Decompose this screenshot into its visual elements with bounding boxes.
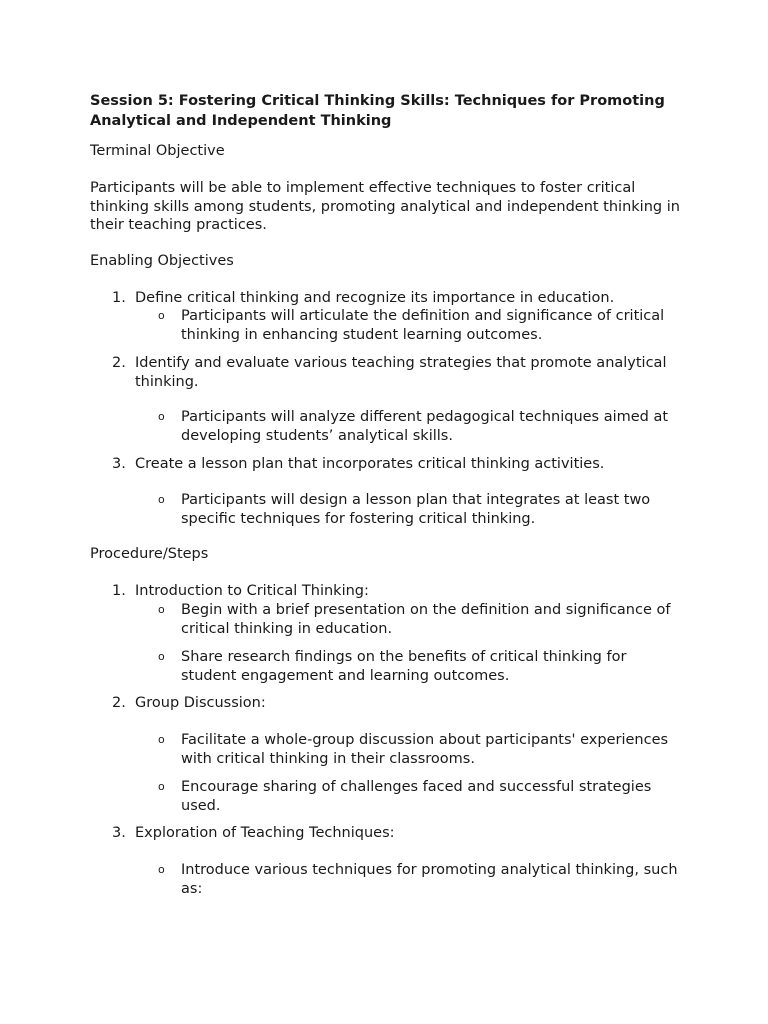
session-title: Session 5: Fostering Critical Thinking Skills: Techniques for Promoting Analytical and Independent Thinking (90, 93, 665, 129)
list-number: 3. (112, 456, 126, 472)
enabling-objective-1: Define critical thinking and recognize its importance in education. (135, 290, 615, 306)
bullet-icon: o (158, 309, 165, 322)
list-number: 2. (112, 695, 126, 711)
procedure-step-3-detail-1: Introduce various techniques for promoting analytical thinking, such as: (181, 862, 678, 897)
procedure-heading: Procedure/Steps (90, 546, 209, 562)
bullet-icon: o (158, 603, 165, 616)
procedure-step-1: Introduction to Critical Thinking: (135, 583, 369, 599)
list-number: 3. (112, 825, 126, 841)
procedure-step-3: Exploration of Teaching Techniques: (135, 825, 395, 841)
bullet-icon: o (158, 780, 165, 793)
enabling-objective-2-detail: Participants will analyze different pedagogical techniques aimed at developing students’ analytical skills. (181, 409, 669, 444)
bullet-icon: o (158, 733, 165, 746)
list-number: 1. (112, 290, 126, 306)
terminal-objective-text: Participants will be able to implement effective techniques to foster critical thinking skills among students, promoting analytical and independent thinking in their teaching practices. (90, 180, 680, 233)
bullet-icon: o (158, 493, 165, 506)
enabling-objective-3-detail: Participants will design a lesson plan that integrates at least two specific techniques for fostering critical thinking. (181, 492, 651, 527)
procedure-step-1-detail-2: Share research findings on the benefits of critical thinking for student engagement and learning outcomes. (181, 649, 627, 684)
list-number: 2. (112, 355, 126, 371)
procedure-step-1-detail-1: Begin with a brief presentation on the definition and significance of critical thinking in education. (181, 602, 671, 637)
enabling-objective-1-detail: Participants will articulate the definition and significance of critical thinking in enhancing student learning outcomes. (181, 308, 665, 343)
enabling-objective-3: Create a lesson plan that incorporates critical thinking activities. (135, 456, 605, 472)
procedure-step-2-detail-1: Facilitate a whole-group discussion about participants' experiences with critical thinking in their classrooms. (181, 732, 669, 767)
bullet-icon: o (158, 863, 165, 876)
terminal-objective-heading: Terminal Objective (90, 143, 225, 159)
procedure-step-2: Group Discussion: (135, 695, 266, 711)
bullet-icon: o (158, 410, 165, 423)
enabling-objectives-heading: Enabling Objectives (90, 253, 234, 269)
enabling-objective-2: Identify and evaluate various teaching strategies that promote analytical thinking. (135, 355, 667, 390)
list-number: 1. (112, 583, 126, 599)
procedure-step-2-detail-2: Encourage sharing of challenges faced and successful strategies used. (181, 779, 652, 814)
bullet-icon: o (158, 650, 165, 663)
